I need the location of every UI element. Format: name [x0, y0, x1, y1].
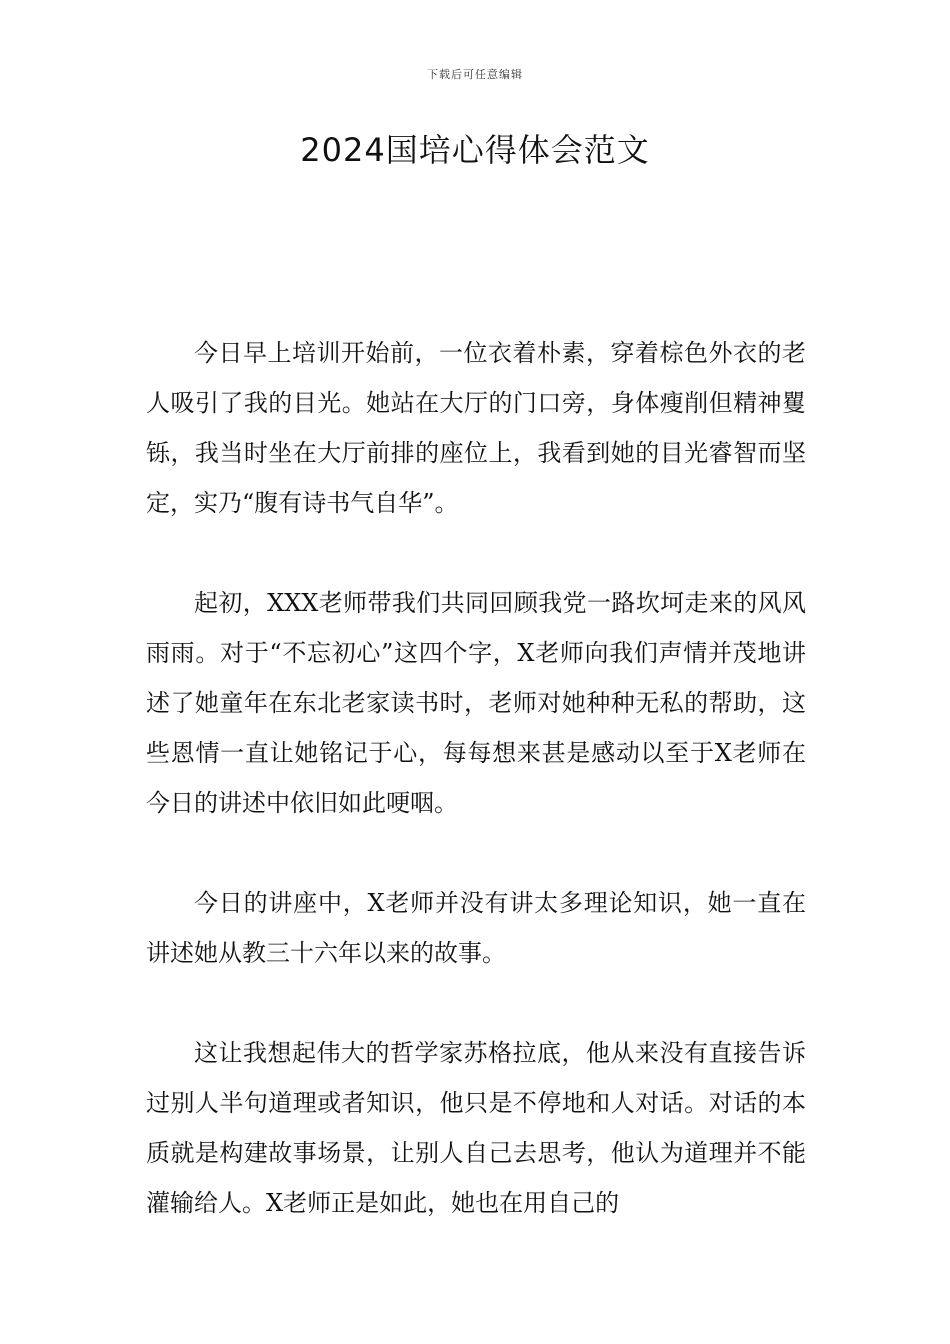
- document-title: 2024国培心得体会范文: [300, 131, 650, 169]
- paragraph-1: 今日早上培训开始前，一位衣着朴素，穿着棕色外衣的老人吸引了我的目光。她站在大厅的门口旁，身体瘦削但精神矍铄，我当时坐在大厅前排的座位上，我看到她的目光睿智而坚定，实乃“腹有诗书气自华”。: [146, 339, 806, 517]
- header-note: 下载后可任意编辑: [427, 68, 523, 81]
- paragraph-4: 这让我想起伟大的哲学家苏格拉底，他从来没有直接告诉过别人半句道理或者知识，他只是不停地和人对话。对话的本质就是构建故事场景，让别人自己去思考，他认为道理并不能灌输给人。X老师正是如此，她也在用自己的: [146, 1039, 806, 1217]
- document-body: [146, 328, 806, 1278]
- paragraph-3: 今日的讲座中，X老师并没有讲太多理论知识，她一直在讲述她从教三十六年以来的故事。: [146, 889, 806, 967]
- paragraph-2: 起初，XXX老师带我们共同回顾我党一路坎坷走来的风风雨雨。对于“不忘初心”这四个字，X老师向我们声情并茂地讲述了她童年在东北老家读书时，老师对她种种无私的帮助，这些恩情一直让她铭记于心，每每想来甚是感动以至于X老师在今日的讲述中依旧如此哽咽。: [146, 589, 806, 817]
